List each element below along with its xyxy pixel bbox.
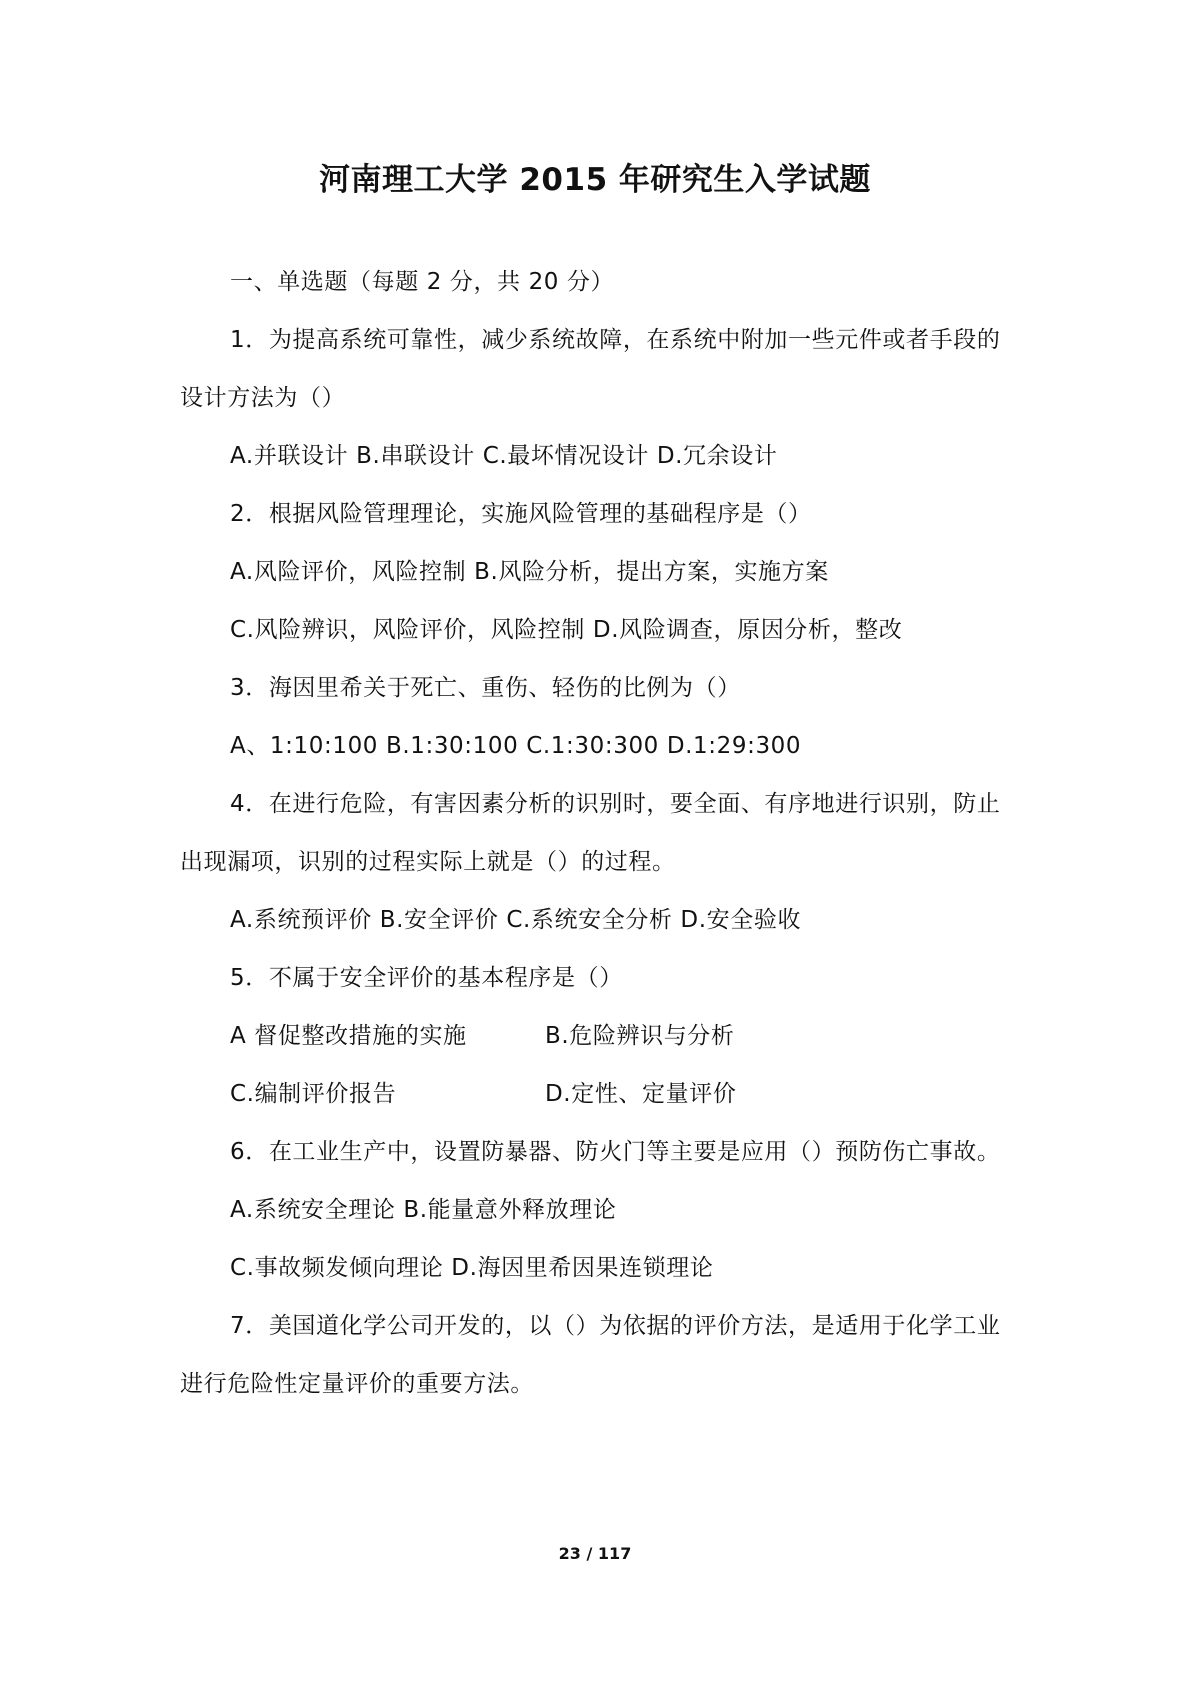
question-1-stem: 1．为提高系统可靠性，减少系统故障，在系统中附加一些元件或者手段的 <box>230 327 1001 353</box>
question-4-options: A.系统预评价 B.安全评价 C.系统安全分析 D.安全验收 <box>230 907 802 933</box>
question-7-stem-cont: 进行危险性定量评价的重要方法。 <box>180 1371 534 1397</box>
question-5-option-c: C.编制评价报告 <box>230 1081 397 1107</box>
question-3-stem: 3．海因里希关于死亡、重伤、轻伤的比例为（） <box>230 675 741 701</box>
question-2-stem: 2．根据风险管理理论，实施风险管理的基础程序是（） <box>230 501 812 527</box>
page-number: 23 / 117 <box>558 1544 632 1563</box>
question-5-option-d: D.定性、定量评价 <box>545 1081 737 1107</box>
question-3-options: A、1:10:100 B.1:30:100 C.1:30:300 D.1:29:300 <box>230 733 802 759</box>
page-title: 河南理工大学 2015 年研究生入学试题 <box>319 162 871 198</box>
question-5-option-a: A 督促整改措施的实施 <box>230 1023 467 1049</box>
question-4-stem: 4．在进行危险，有害因素分析的识别时，要全面、有序地进行识别，防止 <box>230 791 1001 817</box>
question-2-options-a: A.风险评价，风险控制 B.风险分析，提出方案，实施方案 <box>230 559 829 585</box>
question-5-option-b: B.危险辨识与分析 <box>545 1023 735 1049</box>
section-heading: 一、单选题（每题 2 分，共 20 分） <box>230 269 615 295</box>
question-6-stem: 6．在工业生产中，设置防暴器、防火门等主要是应用（）预防伤亡事故。 <box>230 1139 1001 1165</box>
question-1-stem-cont: 设计方法为（） <box>180 385 346 411</box>
question-4-stem-cont: 出现漏项，识别的过程实际上就是（）的过程。 <box>180 849 676 875</box>
question-6-options-b: C.事故频发倾向理论 D.海因里希因果连锁理论 <box>230 1255 714 1281</box>
question-5-stem: 5．不属于安全评价的基本程序是（） <box>230 965 623 991</box>
question-6-options-a: A.系统安全理论 B.能量意外释放理论 <box>230 1197 617 1223</box>
question-1-options: A.并联设计 B.串联设计 C.最坏情况设计 D.冗余设计 <box>230 443 778 469</box>
question-2-options-b: C.风险辨识，风险评价，风险控制 D.风险调查，原因分析，整改 <box>230 617 903 643</box>
question-7-stem: 7．美国道化学公司开发的，以（）为依据的评价方法，是适用于化学工业 <box>230 1313 1001 1339</box>
